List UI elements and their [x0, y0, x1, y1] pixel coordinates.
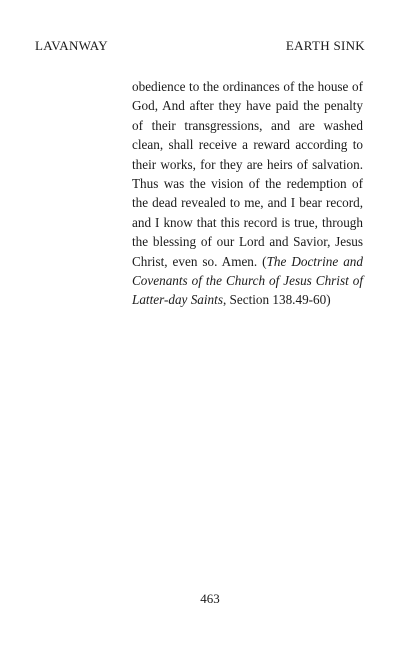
- citation-title: The Doctrine and Covenants of the Church of Jesus Christ of Latter-day Saints: [132, 253, 363, 308]
- citation-section: , Section 138.49-60): [222, 292, 331, 308]
- paragraph-text: obedience to the ordinances of the house of God, And after they have paid the penalty of their transgressions, and are washed clean, shall receive a reward according to their works, for they are heirs of salvation. Thus was the vision of the redemption of the dead revealed to me, and I bear record, and I know that this record is true, through the blessing of our Lord and Savior, Jesus Christ, even so. Amen. (: [132, 79, 363, 269]
- page-number: 463: [200, 591, 220, 606]
- running-header-author: LAVANWAY: [35, 38, 108, 53]
- running-header-title: EARTH SINK: [285, 38, 365, 53]
- body-paragraph: [132, 77, 363, 310]
